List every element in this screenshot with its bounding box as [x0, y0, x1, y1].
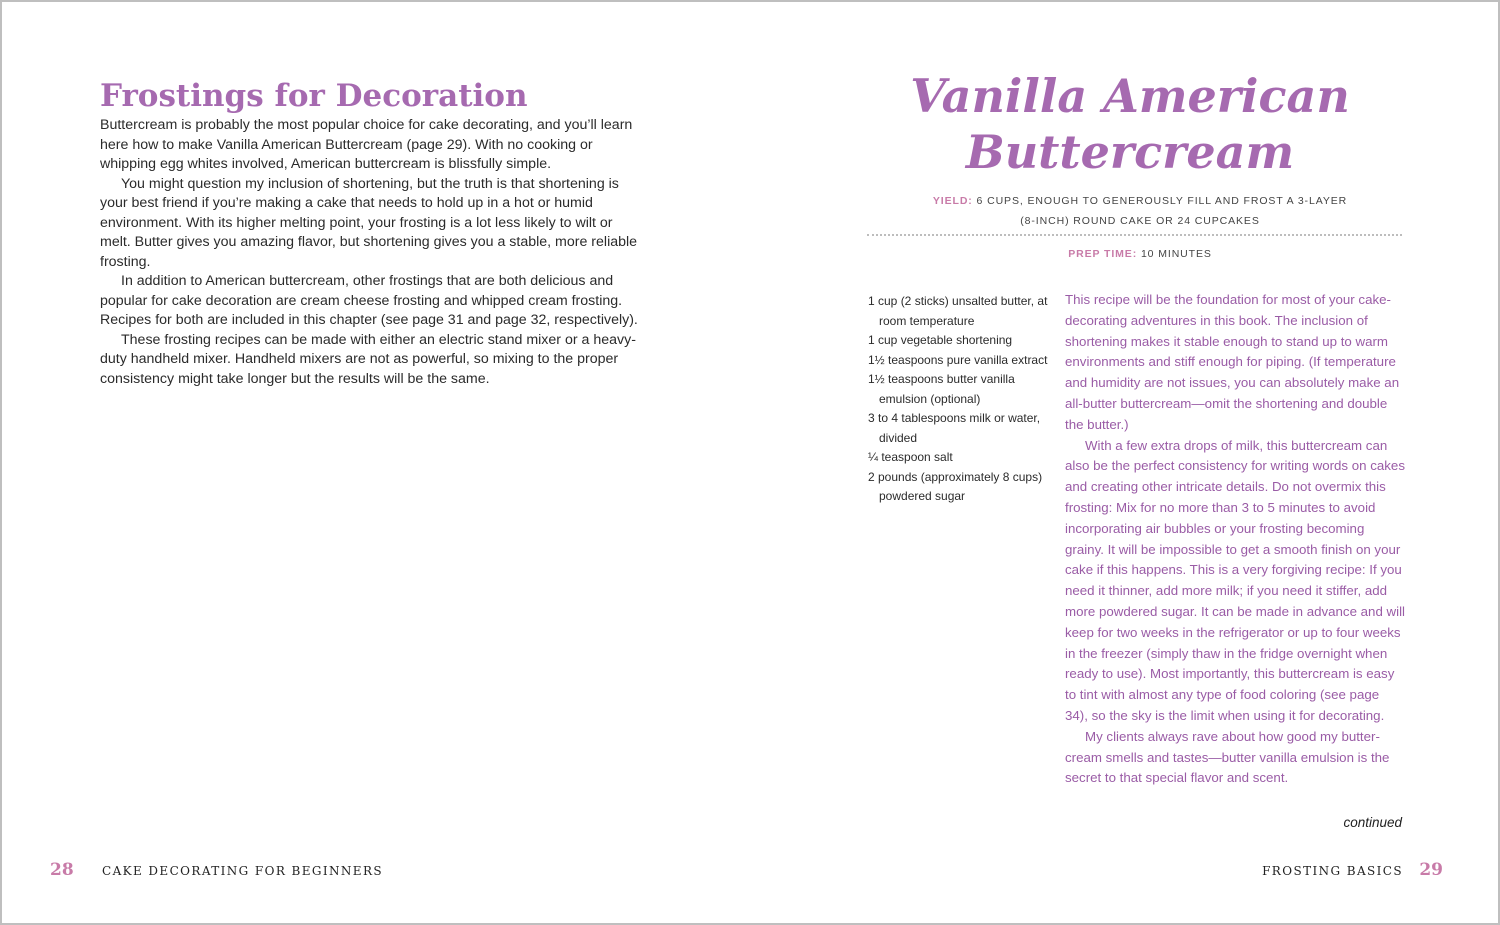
right-page [750, 2, 1498, 923]
body-paragraph: Buttercream is probably the most popular choice for cake decorating, and you’ll learn here how to make Vanilla American Buttercream (page 29). With no cooking or whipping egg whites involved, American buttercream is blissfully simple. [100, 117, 633, 172]
running-head-right: FROSTING BASICS [1262, 864, 1403, 878]
ingredient-item: 1 cup (2 sticks) unsalted butter, at room temperature [868, 294, 1048, 328]
ingredient-item: ¼ teaspoon salt [868, 450, 953, 464]
yield-line2: (8-INCH) ROUND CAKE OR 24 CUPCAKES [1020, 214, 1260, 227]
dotted-divider [867, 234, 1402, 236]
recipe-title-line1: Vanilla American [910, 69, 1350, 123]
body-paragraph: In addition to American buttercream, other frostings that are both delicious and popular for cake decoration are cream cheese frosting and whipped cream frosting. Recipes for both are included in this chapter (see page 31 and page 32, respectively). [100, 273, 638, 328]
prep-value: 10 MINUTES [1140, 248, 1212, 260]
description-paragraph: My clients always rave about how good my buttercream smells and tastes—butter vanilla emulsion is the secret to that special flavor and scent. [1065, 728, 1390, 786]
body-paragraph: You might question my inclusion of shortening, but the truth is that shortening is your best friend if you’re making a cake that needs to hold up in a hot or humid environment. With its higher melting point, your frosting is a lot less likely to wilt or melt. Butter gives you amazing flavor, but shortening gives you a stable, more reliable frosting. [100, 175, 638, 270]
prep-time [890, 248, 1390, 260]
left-body-text [100, 116, 640, 389]
yield-line1: 6 CUPS, ENOUGH TO GENEROUSLY FILL AND FROST A 3-LAYER [976, 195, 1348, 207]
page-number-right: 29 [1419, 860, 1443, 880]
continued-label: continued [1343, 815, 1402, 830]
recipe-title [880, 68, 1380, 180]
ingredient-item: 2 pounds (approximately 8 cups) powdered sugar [868, 469, 1043, 503]
recipe-title-line2: Buttercream [965, 125, 1295, 179]
ingredient-item: 1½ teaspoons pure vanilla extract [868, 352, 1048, 367]
recipe-yield [890, 192, 1390, 231]
page-number-left: 28 [50, 860, 74, 880]
running-head-left: CAKE DECORATING FOR BEGINNERS [102, 864, 384, 878]
ingredient-item: 1 cup vegetable shortening [868, 333, 1013, 347]
ingredient-item: 1½ teaspoons butter vanilla emulsion (optional) [868, 372, 1015, 406]
yield-label: YIELD: [932, 195, 973, 207]
ingredient-list [868, 292, 1053, 507]
recipe-description [1065, 290, 1405, 789]
body-paragraph: These frosting recipes can be made with either an electric stand mixer or a heavy-duty handheld mixer. Handheld mixers are not as powerful, so mixing to the proper consistency might take longer but the results will be the same. [100, 331, 636, 387]
section-title: Frostings for Decoration [100, 78, 528, 114]
prep-label: PREP TIME: [1068, 248, 1138, 260]
description-paragraph: This recipe will be the foundation for most of your cake-decorating adventures in this book. The inclusion of shortening makes it stable enough to stand up to warm environments and stiff enough for piping. (If temperature and humidity are not issues, you can absolutely make an all-butter buttercream—omit the shortening and double the butter.) [1065, 292, 1400, 432]
left-page [2, 2, 750, 923]
ingredient-item: 3 to 4 tablespoons milk or water, divided [868, 411, 1041, 445]
description-paragraph: With a few extra drops of milk, this buttercream can also be the perfect consistency for writing words on cakes and creating other intricate details. Do not overmix this frosting: Mix for no more than 3 to 5 minutes to avoid incorporating air bubbles or your frosting becoming grainy. It will be impossible to get a smooth finish on your cake if this happens. This is a very forgiving recipe: If you need it thinner, add more milk; if you need it stiffer, add more powdered sugar. It can be made in advance and will keep for two weeks in the refrigerator or up to four weeks in the freezer (simply thaw in the fridge overnight when ready to use). Most importantly, this buttercream is easy to tint with almost any type of food coloring (see page 34), so the sky is the limit when using it for decorating. [1065, 437, 1406, 723]
